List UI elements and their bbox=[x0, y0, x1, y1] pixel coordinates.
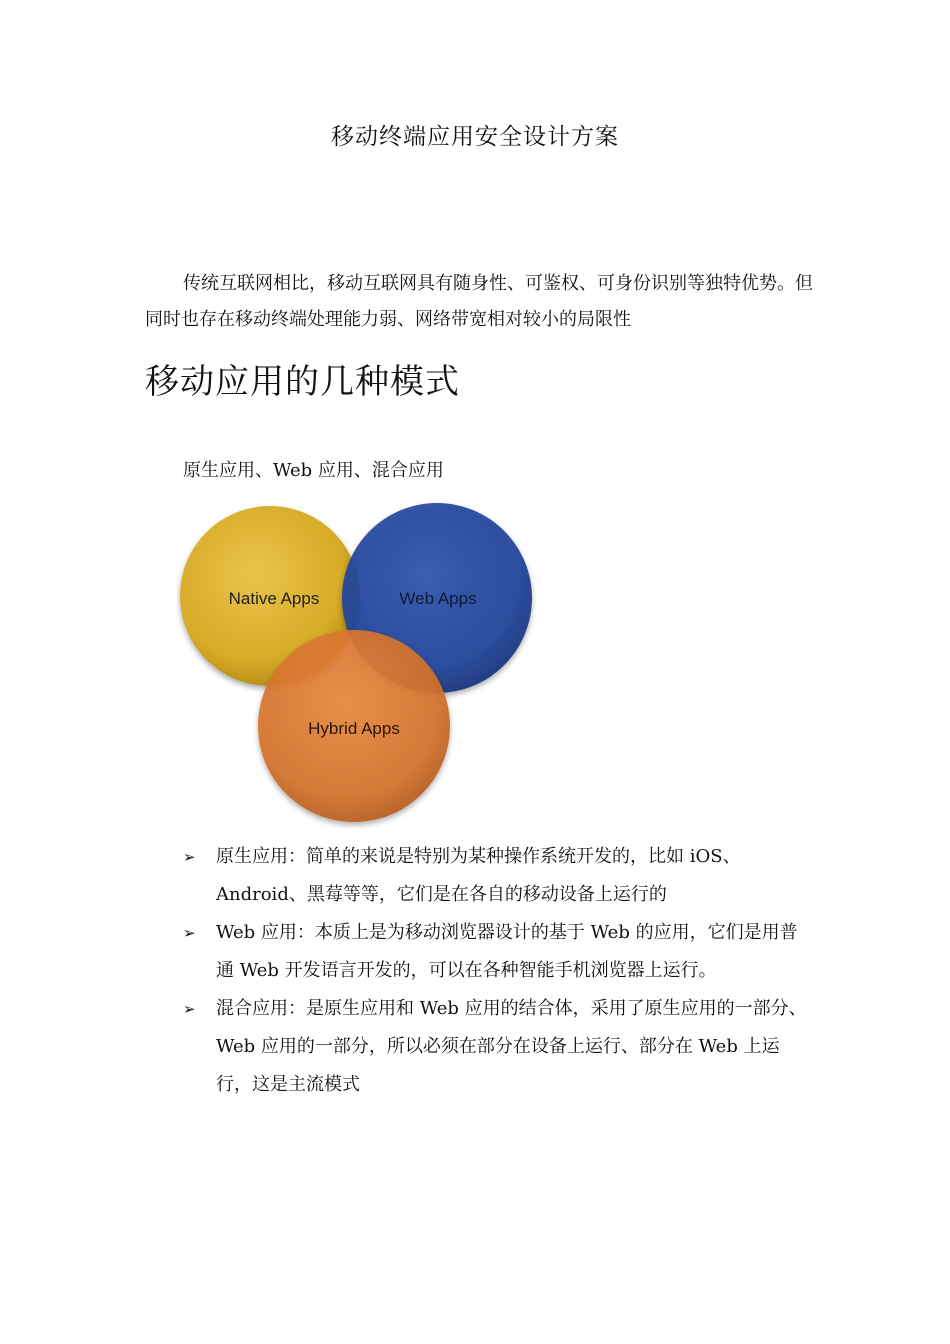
arrow-bullet-icon: ➢ bbox=[183, 848, 196, 866]
intro-text: 传统互联网相比，移动互联网具有随身性、可鉴权、可身份识别等独特优势。但同时也存在移动终端处理能力弱、网络带宽相对较小的局限性 bbox=[145, 273, 813, 330]
list-item bbox=[183, 914, 813, 990]
document-title: 移动终端应用安全设计方案 bbox=[331, 124, 619, 150]
section-heading: 移动应用的几种模式 bbox=[145, 362, 460, 402]
intro-paragraph bbox=[145, 266, 815, 338]
bullet-text: Web 应用：本质上是为移动浏览器设计的基于 Web 的应用，它们是用普通 Web 开发语言开发的，可以在各种智能手机浏览器上运行。 bbox=[216, 922, 798, 981]
list-item bbox=[183, 990, 813, 1104]
arrow-bullet-icon: ➢ bbox=[183, 1000, 196, 1018]
mode-list bbox=[183, 838, 813, 1104]
bullet-text: 混合应用：是原生应用和 Web 应用的结合体，采用了原生应用的一部分、Web 应用的一部分，所以必须在部分在设备上运行、部分在 Web 上运行，这是主流模式 bbox=[216, 998, 807, 1095]
venn-diagram bbox=[176, 498, 538, 828]
native-apps-label: Native Apps bbox=[228, 589, 320, 608]
arrow-bullet-icon: ➢ bbox=[183, 924, 196, 942]
list-item bbox=[183, 838, 813, 914]
web-apps-label: Web Apps bbox=[399, 589, 477, 608]
bullet-text: 原生应用：简单的来说是特别为某种操作系统开发的，比如 iOS、Android、黑莓等等，它们是在各自的移动设备上运行的 bbox=[216, 846, 741, 905]
modes-line: 原生应用、Web 应用、混合应用 bbox=[183, 460, 444, 481]
hybrid-apps-label: Hybrid Apps bbox=[308, 719, 400, 738]
